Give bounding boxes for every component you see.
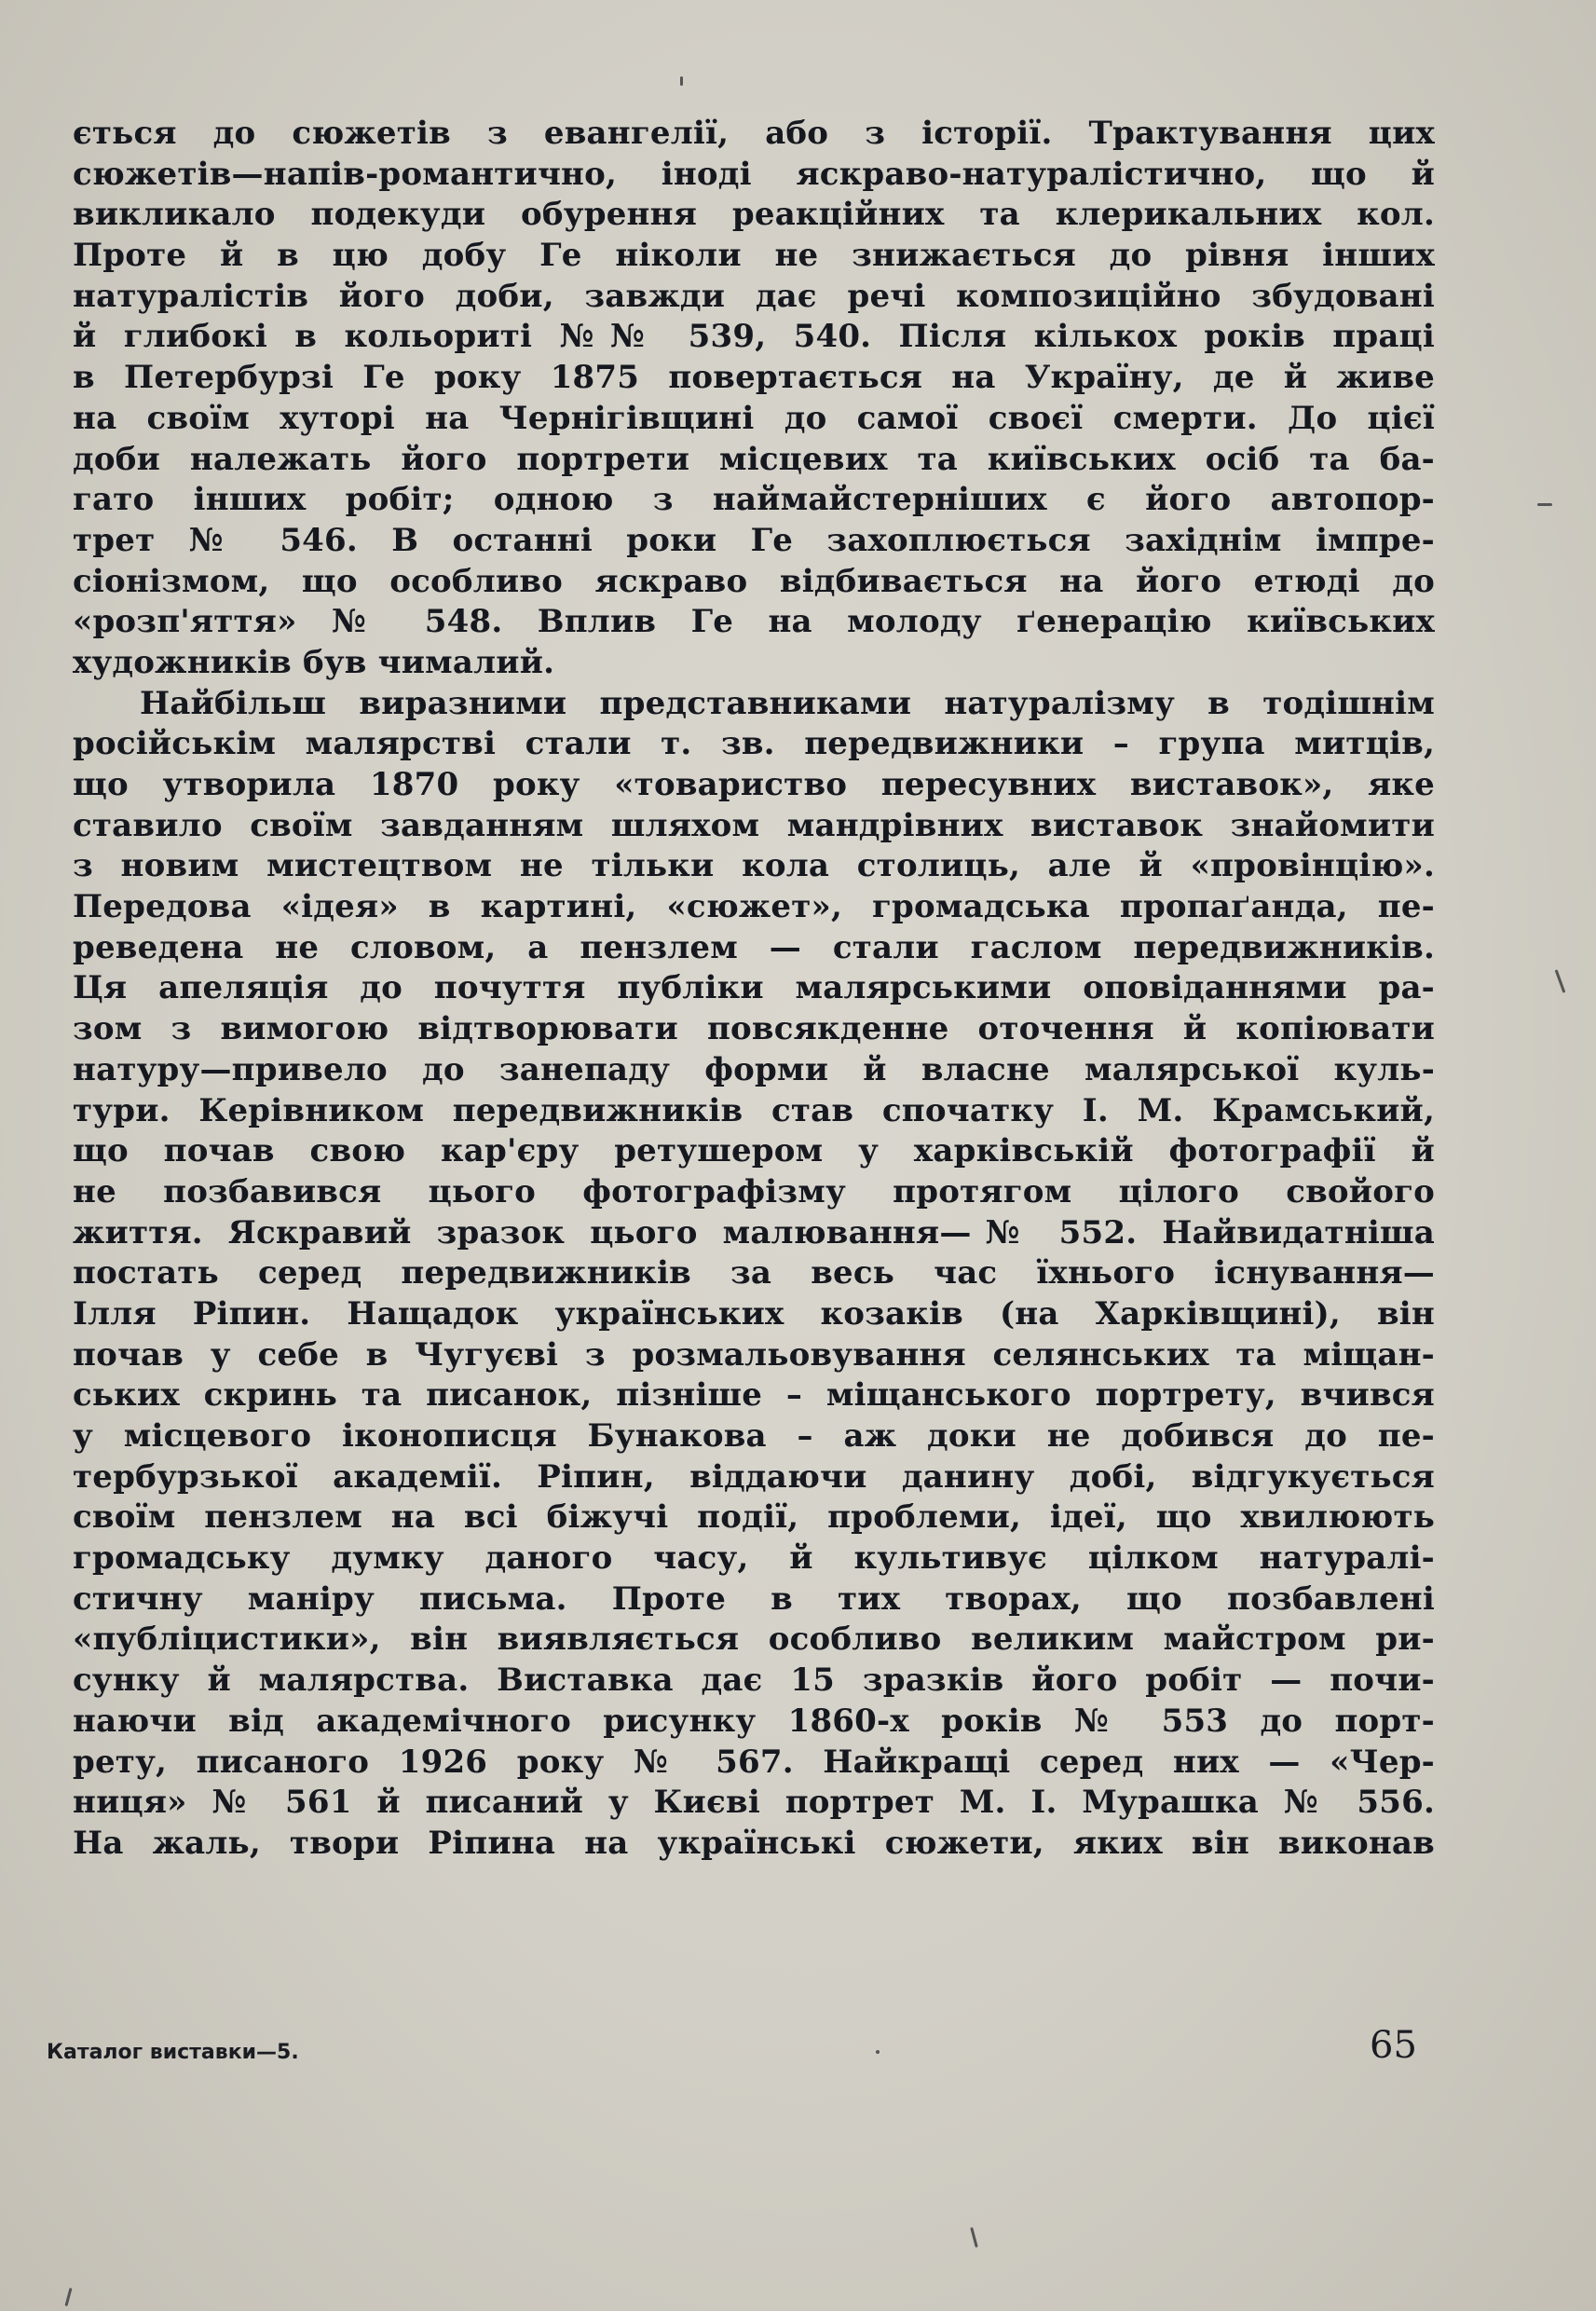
text-line: що почав свою кар'єру ретушером у харківській фотографії й — [73, 1132, 1435, 1170]
text-line: тербурзької академії. Рiпин, віддаючи данину добі, відгукується — [73, 1457, 1435, 1496]
paragraph-2 — [73, 684, 1435, 1865]
text-line: натуру—привело до занепаду форми й власне малярської куль- — [73, 1050, 1435, 1088]
text-line: тури. Керівником передвижників став спочатку І. М. Крамський, — [73, 1091, 1435, 1129]
paper-speck — [970, 2227, 978, 2248]
paragraph-1 — [73, 114, 1435, 684]
text-line: художників був чималий. — [73, 643, 555, 681]
text-line: своїм пензлем на всі біжучі події, проблеми, ідеї, що хвилюють — [73, 1498, 1435, 1537]
paper-speck — [1537, 503, 1552, 506]
text-line: російськім малярстві стали т. зв. передвижники – група митців, — [73, 725, 1435, 763]
text-line: що утворила 1870 року «товариство пересувних виставок», яке — [73, 766, 1435, 803]
paper-speck — [1555, 969, 1566, 992]
text-line: зом з вимогою відтворювати повсякденне оточення й копіювати — [73, 1010, 1435, 1048]
text-line: Ілля Рiпин. Нащадок українських козаків (на Харківщині), він — [73, 1294, 1435, 1333]
text-line: натуралістів його доби, завжди дає речі композиційно збудовані — [73, 277, 1435, 315]
text-line: доби належать його портрети місцевих та київських осіб та ба- — [73, 440, 1435, 478]
text-line: громадську думку даного часу, й культивує цілком натуралі- — [73, 1539, 1435, 1578]
text-line: на своїм хуторі на Чернігівщині до самої своєї смерти. До цієї — [73, 399, 1435, 437]
text-line: почав у себе в Чугуєві з розмальовування селянських та міщан- — [73, 1335, 1435, 1374]
text-line: сіонізмом, що особливо яскраво відбивається на його етюді до — [73, 562, 1435, 600]
text-line: ставило своїм завданням шляхом мандрівних виставок знайомити — [73, 806, 1435, 844]
text-line: Проте й в цю добу Ге ніколи не знижається до рівня інших — [73, 237, 1435, 275]
text-line: «розп'яття» № 548. Вплив Ге на молоду ґенерацію київських — [73, 603, 1435, 641]
text-line: реведена не словом, а пензлем — стали гаслом передвижників. — [73, 928, 1435, 966]
text-line: в Петербурзі Ге року 1875 повертається на Україну, де й живе — [73, 359, 1435, 397]
text-line: з новим мистецтвом не тільки кола столиць, але й «провінцію». — [73, 847, 1435, 885]
text-line: життя. Яскравий зразок цього малювання—№ 552. Найвидатніша — [73, 1213, 1435, 1251]
text-line: сунку й малярства. Виставка дає 15 зразків його робіт — почи- — [73, 1661, 1435, 1700]
paper-speck — [680, 76, 683, 86]
text-line: Передова «ідея» в картині, «сюжет», громадська пропаґанда, пе- — [73, 888, 1435, 926]
text-line: ється до сюжетів з евангелії, або з історії. Трактування цих — [73, 115, 1435, 152]
text-line: у місцевого іконописця Бунакова – аж доки не добився до пе- — [73, 1417, 1435, 1455]
text-line: сюжетів—напів-романтично, іноді яскраво-натуралістично, що й — [73, 155, 1435, 193]
text-line: гато інших робіт; одною з наймайстерніших є його автопор- — [73, 481, 1435, 519]
text-line: постать серед передвижників за весь час їхнього існування— — [73, 1254, 1435, 1292]
body-text — [73, 114, 1435, 1865]
text-line: «публіцистики», він виявляється особливо великим майстром ри- — [73, 1620, 1435, 1659]
text-line: трет № 546. В останні роки Ге захоплюється західнім імпре- — [73, 521, 1435, 559]
text-line: Найбільш виразними представниками натуралізму в тодішнім — [140, 684, 1435, 722]
text-line: й глибокі в кольориті №№ 539, 540. Після кількох років праці — [73, 318, 1435, 356]
paper-speck — [64, 2288, 72, 2306]
text-line: На жаль, твори Рiпина на українські сюжети, яких він виконав — [73, 1824, 1435, 1862]
text-line: рету, писаного 1926 року № 567. Найкращі серед них — «Чер- — [73, 1743, 1435, 1781]
text-line: наючи від академічного рисунку 1860-х років № 553 до порт- — [73, 1702, 1435, 1740]
text-line: ниця» № 561 й писаний у Києві портрет М. І. Мурашка № 556. — [73, 1784, 1435, 1822]
page-number: 65 — [1370, 2024, 1417, 2067]
footer-signature: Каталог виставки—5. — [47, 2041, 299, 2064]
paper-speck — [876, 2050, 880, 2054]
text-line: викликало подекуди обурення реакційних та клерикальних кол. — [73, 196, 1435, 234]
text-line: не позбавився цього фотографізму протягом цілого свойого — [73, 1172, 1435, 1210]
text-line: ських скринь та писанок, пізніше – міщанського портрету, вчився — [73, 1376, 1435, 1415]
text-line: стичну маніру письма. Проте в тих творах, що позбавлені — [73, 1579, 1435, 1618]
text-line: Ця апеляція до почуття публіки малярськими оповіданнями ра- — [73, 969, 1435, 1007]
